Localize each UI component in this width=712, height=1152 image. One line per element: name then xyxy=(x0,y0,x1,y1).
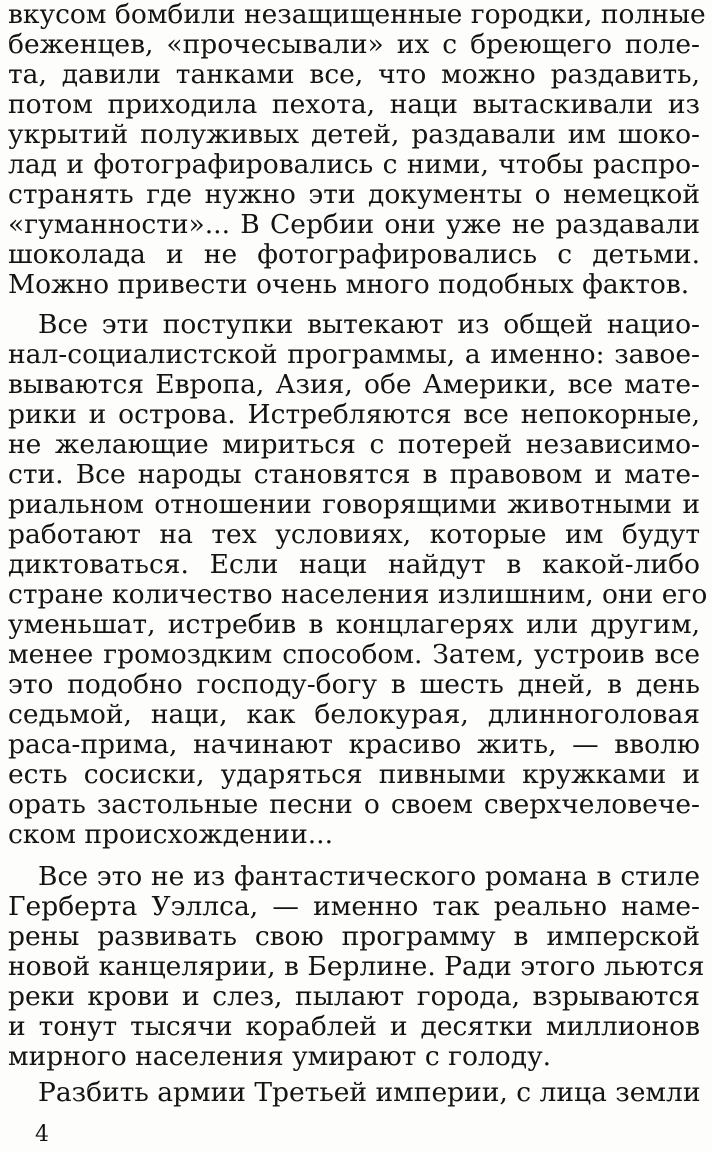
text-line: Все эти поступки вытекают из общей нацио- xyxy=(38,309,700,340)
text-line: менее громоздким способом. Затем, устроив все xyxy=(8,639,700,670)
text-line: не желающие мириться с потерей независимо- xyxy=(8,429,700,460)
text-line: мирного населения умирают с голоду. xyxy=(8,1041,552,1072)
text-line: рены развивать свою программу в имперской xyxy=(8,921,700,952)
text-line: есть сосиски, ударяться пивными кружками и xyxy=(8,759,700,790)
text-line: вываются Европа, Азия, обе Америки, все мате- xyxy=(8,369,700,400)
text-line: странять где нужно эти документы о немецкой xyxy=(8,179,700,210)
text-line: лад и фотографировались с ними, чтобы распро- xyxy=(8,149,700,180)
text-line: сти. Все народы становятся в правовом и мате- xyxy=(8,459,700,490)
text-line: риальном отношении говорящими животными и xyxy=(8,489,700,520)
text-line: нал-социалистской программы, а именно: завое- xyxy=(8,339,700,370)
text-line: Все это не из фантастического романа в стиле xyxy=(38,861,700,892)
text-line: потом приходила пехота, наци вытаскивали из xyxy=(8,89,700,120)
text-line: беженцев, «прочесывали» их с бреющего поле- xyxy=(8,29,700,60)
text-line: стране количество населения излишним, они его xyxy=(8,579,708,610)
text-line: та, давили танками все, что можно раздавить, xyxy=(8,59,700,90)
text-line: седьмой, наци, как белокурая, длинноголовая xyxy=(8,699,700,730)
text-line: и тонут тысячи кораблей и десятки миллионов xyxy=(8,1011,700,1042)
text-line: диктоваться. Если наци найдут в какой-либо xyxy=(8,549,700,580)
text-line: Можно привести очень много подобных фактов. xyxy=(8,269,690,300)
text-line: орать застольные песни о своем сверхчеловече- xyxy=(8,789,700,820)
text-line: «гуманности»... В Сербии они уже не раздавали xyxy=(8,209,700,240)
text-line: вкусом бомбили незащищенные городки, полные xyxy=(8,0,706,30)
text-line: ском происхождении... xyxy=(8,819,334,850)
text-line: Разбить армии Третьей империи, с лица земли xyxy=(38,1077,701,1108)
text-line: это подобно господу-богу в шесть дней, в день xyxy=(8,669,700,700)
text-line: работают на тех условиях, которые им будут xyxy=(8,519,700,550)
text-line: рики и острова. Истребляются все непокорные, xyxy=(8,399,700,430)
text-line: Герберта Уэллса, — именно так реально наме- xyxy=(8,891,700,922)
text-line: раса-прима, начинают красиво жить, — вволю xyxy=(8,729,700,760)
page-number: 4 xyxy=(35,1122,49,1147)
text-line: новой канцелярии, в Берлине. Ради этого льются xyxy=(8,951,705,982)
text-line: уменьшат, истребив в концлагерях или другим, xyxy=(8,609,700,640)
text-line: укрытий полуживых детей, раздавали им шоко- xyxy=(8,119,700,150)
text-line: шоколада и не фотографировались с детьми. xyxy=(8,239,700,270)
text-line: реки крови и слез, пылают города, взрываются xyxy=(8,981,700,1012)
